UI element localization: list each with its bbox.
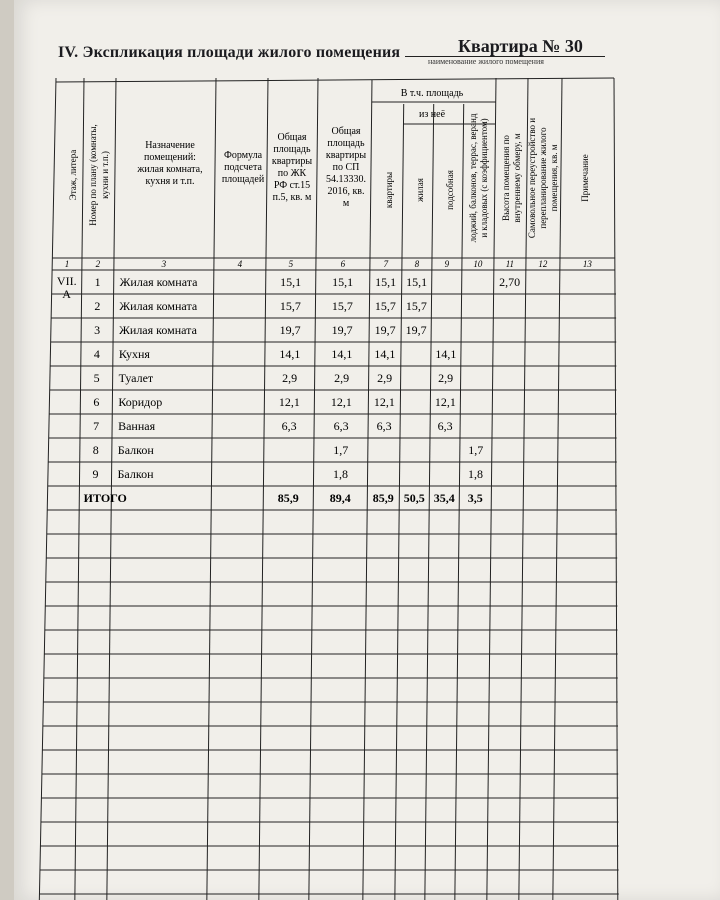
header-sp-5: 54.13330. bbox=[326, 174, 366, 185]
header-zhk-4: по ЖК bbox=[277, 168, 307, 179]
header-plan-number-1: Номер по плану (комнаты, bbox=[88, 124, 98, 226]
row-number: 5 bbox=[93, 371, 100, 385]
total-balcony: 3,5 bbox=[467, 491, 483, 505]
floor-letter: A bbox=[62, 287, 71, 301]
row-number: 9 bbox=[92, 467, 99, 481]
header-balconies-1: лоджий, балконов, террас, веранд bbox=[468, 113, 478, 243]
header-living: жилая bbox=[415, 178, 425, 202]
area-living: 19,7 bbox=[405, 323, 427, 337]
header-subgroup: из неё bbox=[418, 109, 446, 120]
room-name: Кухня bbox=[118, 347, 150, 361]
grid-col-2 bbox=[106, 78, 116, 900]
grid-col-8 bbox=[424, 104, 434, 900]
column-numbers bbox=[65, 259, 593, 269]
area-apartment: 6,3 bbox=[376, 419, 392, 433]
grid-col-7 bbox=[394, 104, 404, 900]
area-sp: 19,7 bbox=[331, 323, 353, 337]
header-height-1: Высота помещения по bbox=[501, 135, 511, 221]
row-number: 8 bbox=[92, 443, 99, 457]
room-name: Балкон bbox=[117, 467, 154, 481]
area-sp: 1,7 bbox=[333, 443, 349, 457]
area-sp: 15,1 bbox=[332, 275, 354, 289]
header-floor: Этаж, литера bbox=[68, 149, 78, 201]
row-number: 2 bbox=[94, 299, 101, 313]
header-balconies-2: и кладовых (с коэффициентом) bbox=[479, 118, 489, 238]
header-purpose-1: Назначение bbox=[145, 140, 195, 151]
header-zhk-1: Общая bbox=[277, 132, 307, 143]
room-name: Ванная bbox=[118, 419, 156, 433]
room-height: 2,70 bbox=[499, 275, 521, 289]
total-auxiliary: 35,4 bbox=[433, 491, 455, 505]
header-group-area: В т.ч. площадь bbox=[400, 88, 464, 99]
header-sp-3: квартиры bbox=[325, 150, 367, 161]
area-living: 15,1 bbox=[406, 275, 428, 289]
area-zhk: 14,1 bbox=[279, 347, 301, 361]
total-zhk: 85,9 bbox=[277, 491, 299, 505]
apartment-caption: наименование жилого помещения bbox=[428, 57, 544, 66]
header-zhk-6: п.5, кв. м bbox=[272, 192, 312, 203]
header-purpose-2: помещений: bbox=[144, 152, 196, 163]
header-sp-1: Общая bbox=[331, 126, 361, 137]
header-plan-number-2: кухни и т.п.) bbox=[100, 151, 110, 199]
area-living: 15,7 bbox=[405, 299, 427, 313]
row-number: 1 bbox=[94, 275, 101, 289]
area-balcony: 1,8 bbox=[468, 467, 484, 481]
area-sp: 14,1 bbox=[331, 347, 353, 361]
area-apartment: 19,7 bbox=[374, 323, 396, 337]
area-apartment: 12,1 bbox=[373, 395, 395, 409]
column-number: 13 bbox=[582, 259, 592, 269]
area-auxiliary: 14,1 bbox=[435, 347, 457, 361]
header-sp-6: 2016, кв. bbox=[327, 186, 365, 197]
column-number: 11 bbox=[505, 259, 515, 269]
area-zhk: 6,3 bbox=[281, 419, 297, 433]
area-zhk: 15,1 bbox=[280, 275, 302, 289]
area-balcony: 1,7 bbox=[468, 443, 484, 457]
area-auxiliary: 12,1 bbox=[434, 395, 456, 409]
header-height-2: внутреннему обмеру, м bbox=[512, 133, 522, 223]
header-zhk-2: площадь bbox=[273, 144, 311, 155]
grid-col-3 bbox=[206, 78, 216, 900]
column-number: 7 bbox=[383, 259, 389, 269]
header-zhk-3: квартиры bbox=[271, 156, 313, 167]
column-number: 8 bbox=[414, 259, 420, 269]
area-sp: 12,1 bbox=[330, 395, 352, 409]
column-number: 12 bbox=[538, 259, 548, 269]
column-number: 3 bbox=[161, 259, 167, 269]
grid-col-0 bbox=[38, 78, 56, 900]
header-formula-2: подсчета bbox=[224, 162, 262, 173]
area-sp: 6,3 bbox=[333, 419, 349, 433]
total-sp: 89,4 bbox=[329, 491, 351, 505]
grid-col-9 bbox=[454, 104, 464, 900]
header-note: Примечание bbox=[580, 154, 590, 202]
area-sp: 2,9 bbox=[334, 371, 350, 385]
section-title: IV. Экспликация площади жилого помещения bbox=[58, 44, 401, 61]
area-apartment: 14,1 bbox=[374, 347, 396, 361]
column-number: 5 bbox=[288, 259, 294, 269]
room-name: Коридор bbox=[118, 395, 163, 409]
row-number: 6 bbox=[93, 395, 100, 409]
total-label: ИТОГО bbox=[83, 491, 127, 505]
row-number: 7 bbox=[93, 419, 100, 433]
header-purpose-4: кухня и т.п. bbox=[145, 176, 195, 187]
grid-col-13 bbox=[614, 78, 618, 900]
area-apartment: 15,1 bbox=[375, 275, 397, 289]
header-apartment: квартиры bbox=[384, 171, 394, 209]
header-purpose-3: жилая комната, bbox=[137, 164, 203, 175]
grid-col-1 bbox=[74, 78, 84, 900]
header-auxiliary: подсобная bbox=[445, 170, 455, 210]
column-number: 6 bbox=[340, 259, 346, 269]
floor-label: VII. bbox=[56, 274, 77, 288]
grid-col-6 bbox=[362, 80, 372, 900]
room-name: Жилая комната bbox=[119, 323, 197, 337]
header-unauthorized-3: помещения, кв. м bbox=[549, 144, 559, 212]
area-sp: 1,8 bbox=[333, 467, 349, 481]
room-name: Балкон bbox=[117, 443, 154, 457]
row-number: 3 bbox=[94, 323, 101, 337]
column-number: 4 bbox=[237, 259, 243, 269]
header-formula-1: Формула bbox=[223, 150, 263, 161]
column-number: 1 bbox=[64, 259, 70, 269]
header-sp-4: по СП bbox=[332, 162, 360, 173]
header-sp-2: площадь bbox=[327, 138, 365, 149]
grid-top bbox=[56, 78, 614, 82]
area-apartment: 15,7 bbox=[374, 299, 396, 313]
header-sp-7: м bbox=[342, 198, 350, 209]
area-auxiliary: 2,9 bbox=[438, 371, 454, 385]
room-name: Жилая комната bbox=[119, 299, 198, 313]
area-apartment: 2,9 bbox=[377, 371, 393, 385]
header-unauthorized-2: перепланирование жилого bbox=[538, 127, 548, 229]
room-name: Жилая комната bbox=[119, 275, 198, 289]
grid-col-4 bbox=[258, 78, 268, 900]
total-living: 50,5 bbox=[403, 491, 425, 505]
column-number: 2 bbox=[95, 259, 101, 269]
area-zhk: 19,7 bbox=[279, 323, 301, 337]
area-auxiliary: 6,3 bbox=[437, 419, 453, 433]
area-zhk: 15,7 bbox=[279, 299, 301, 313]
header-formula-3: площадей bbox=[221, 174, 265, 185]
column-number: 10 bbox=[473, 259, 483, 269]
column-number: 9 bbox=[444, 259, 450, 269]
total-apartment: 85,9 bbox=[372, 491, 394, 505]
area-zhk: 2,9 bbox=[282, 371, 298, 385]
area-sp: 15,7 bbox=[331, 299, 353, 313]
area-zhk: 12,1 bbox=[278, 395, 300, 409]
header-unauthorized-1: Самовольное переустройство и bbox=[527, 117, 537, 239]
apartment-title: Квартира № 30 bbox=[458, 36, 583, 56]
row-number: 4 bbox=[93, 347, 100, 361]
header-zhk-5: РФ ст.15 bbox=[273, 180, 311, 191]
room-name: Туалет bbox=[118, 371, 154, 385]
